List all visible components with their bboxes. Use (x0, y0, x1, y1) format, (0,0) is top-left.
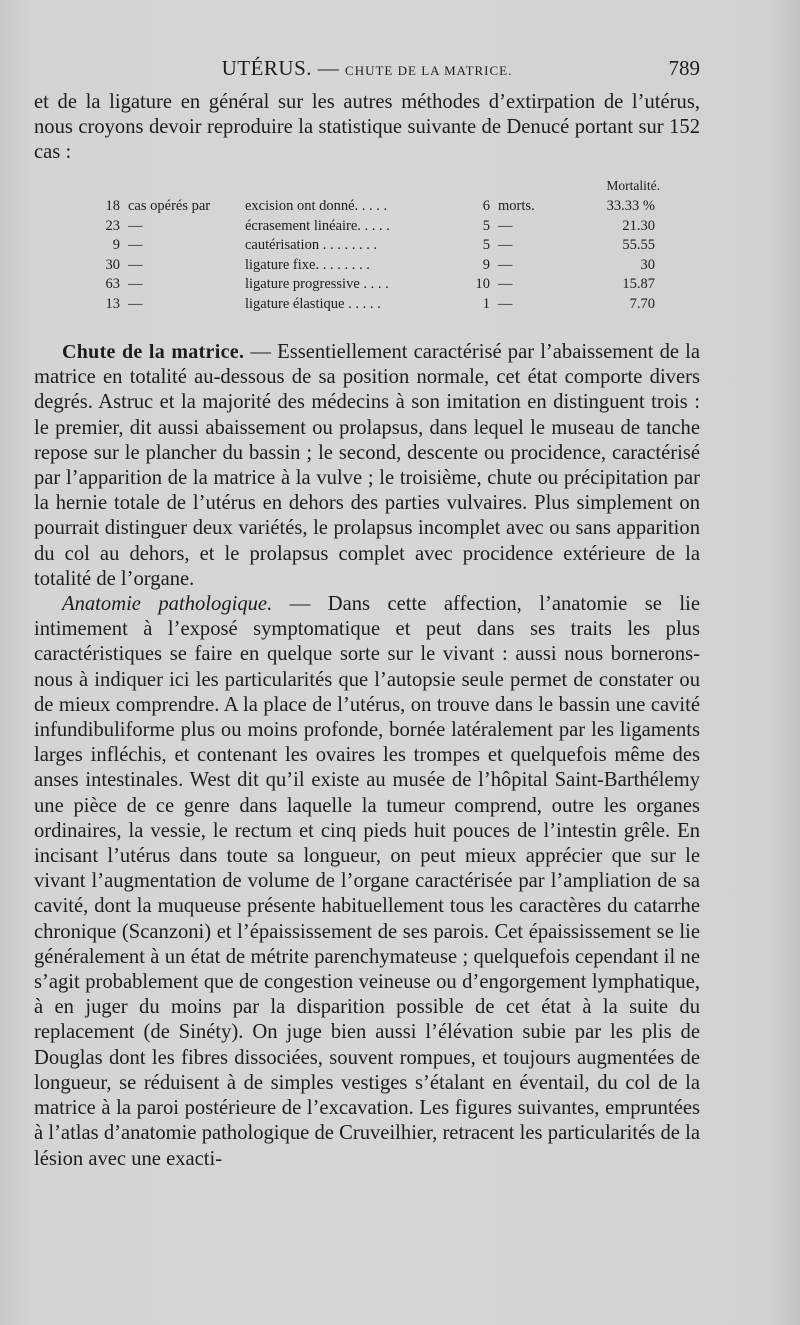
running-title-main: UTÉRUS. — (221, 56, 340, 80)
stats-deaths-count: 5 (482, 217, 490, 234)
stats-row (100, 217, 660, 237)
stats-deaths-label: — (498, 217, 513, 234)
stats-row (100, 197, 660, 217)
stats-method: cautérisation . . . . . . . . (245, 237, 378, 253)
stats-prefix: — (128, 217, 143, 234)
paragraph-anatomie-text: — Dans cette affection, l’anatomie se lie intimement à l’exposé symptomatique et peut dans ses traits les plus caractéristiques se faire en quelque sorte sur le vivant : aussi nous bornerons-nous à indiquer ici les particularités que l’autopsie seule permet de constater ou de mieux comprendre. A la place de l’utérus, on trouve dans le bassin une cavité infundibuliforme plus ou moins profonde, bornée latéralement par les ligaments larges infléchis, et contenant les ovaires les trompes et quelquefois même des anses intestinales. West dit qu’il existe au musée de l’hôpital Saint-Barthélemy une pièce de ce genre dans laquelle la tumeur comprend, outre les organes ordinaires, la vessie, le rectum et cinq pieds huit pouces de l’intestin grêle. En incisant l’utérus dans toute sa longueur, on peut mieux apprécier que sur le vivant l’augmentation de volume de l’organe caractérisée par l’ampliation de sa cavité, dont la muqueuse présente habituellement tous les caractères du catarrhe chronique (Scanzoni) et l’épaississement de ses parois. Cet épaississement se lie généralement à un état de métrite parenchymateuse ; quelquefois cependant il ne s’agit probablement que de congestion veineuse ou d’engorgement lymphatique, à en juger du moins par la disparition possible de cet état à la suite du replacement (de Sinéty). On juge bien aussi l’élévation subie par les plis de Douglas dont les fibres dissociées, souvent rompues, et toujours augmentées de longueur, se réduisent à de simples vestiges s’étalant en éventail, du col de la matrice à la paroi postérieure de l’excavation. Les figures suivantes, empruntées à l’atlas d’anatomie pathologique de Cruveilhier, retracent les particularités de la lésion avec une exacti- (34, 593, 700, 1170)
stats-deaths-count: 5 (482, 237, 490, 253)
stats-row (100, 236, 660, 256)
stats-deaths-label: morts. (498, 198, 535, 214)
stats-deaths-label: — (498, 256, 513, 273)
stats-deaths-count: 9 (482, 256, 490, 273)
stats-deaths-count: 10 (475, 276, 490, 292)
stats-prefix: — (128, 276, 143, 292)
stats-method: ligature fixe. . . . . . . . (245, 256, 370, 273)
stats-method: écrasement linéaire. . . . . (245, 217, 390, 234)
stats-prefix: — (128, 295, 143, 312)
page-number: 789 (668, 56, 700, 80)
stats-row (100, 275, 660, 295)
stats-deaths-label: — (498, 237, 513, 253)
stats-method: ligature progressive . . . . (245, 276, 389, 292)
stats-prefix: — (128, 237, 143, 253)
stats-mortality-rate: 33.33 % (606, 198, 655, 214)
stats-mortality-rate: 7.70 (629, 295, 655, 312)
stats-method: ligature élastique . . . . . (245, 295, 381, 312)
running-title-sub: CHUTE DE LA MATRICE. (345, 63, 513, 78)
paragraph-chute-text: — Essentiellement caractérisé par l’abaissement de la matrice en totalité au-dessous de sa position normale, cet état comporte divers degrés. Astruc et la majorité des médecins à son imitation en distinguent trois : le premier, dit aussi abaissement ou prolapsus, dans lequel le museau de tanche repose sur le plancher du bassin ; le second, descente ou procidence, caractérisé par l’apparition de la matrice à la vulve ; le troisième, chute ou précipitation par la hernie totale de l’utérus en dehors des parties vulvaires. Plus simplement on pourrait distinguer deux variétés, le prolapsus incomplet avec ou sans apparition du col au dehors, et le prolapsus complet avec procidence extérieure de la totalité de l’organe. (34, 341, 700, 590)
stats-deaths-count: 1 (482, 295, 490, 312)
running-header (34, 56, 700, 88)
section-heading-anatomie: Anatomie pathologique. (62, 593, 273, 616)
stats-deaths-count: 6 (482, 198, 490, 214)
stats-deaths-label: — (498, 295, 513, 312)
stats-prefix: cas opérés par (128, 198, 211, 214)
stats-column-header-mortality: Mortalité. (606, 178, 660, 193)
paragraph-anatomie (34, 592, 700, 1172)
stats-mortality-rate: 21.30 (622, 217, 655, 234)
intro-paragraph-block (34, 90, 700, 165)
main-text (34, 340, 700, 1172)
stats-cases-count: 23 (105, 217, 120, 234)
running-title (34, 56, 700, 81)
paragraph-chute (34, 340, 700, 592)
stats-cases-count: 13 (105, 295, 120, 312)
section-heading-chute: Chute de la matrice. (62, 341, 245, 363)
stats-cases-count: 30 (105, 256, 120, 273)
stats-cases-count: 18 (105, 198, 120, 214)
stats-prefix: — (128, 256, 143, 273)
stats-cases-count: 63 (105, 276, 120, 292)
intro-paragraph: et de la ligature en général sur les autres méthodes d’extirpation de l’utérus, nous croyons devoir reproduire la statistique suivante de Denucé portant sur 152 cas : (34, 91, 700, 164)
stats-mortality-rate: 15.87 (622, 276, 655, 292)
stats-mortality-rate: 30 (640, 256, 655, 273)
stats-cases-count: 9 (112, 237, 120, 253)
stats-row (100, 295, 660, 315)
stats-mortality-rate: 55.55 (622, 237, 655, 253)
stats-method: excision ont donné. . . . . (245, 198, 388, 214)
stats-deaths-label: — (498, 276, 513, 292)
stats-row (100, 256, 660, 276)
